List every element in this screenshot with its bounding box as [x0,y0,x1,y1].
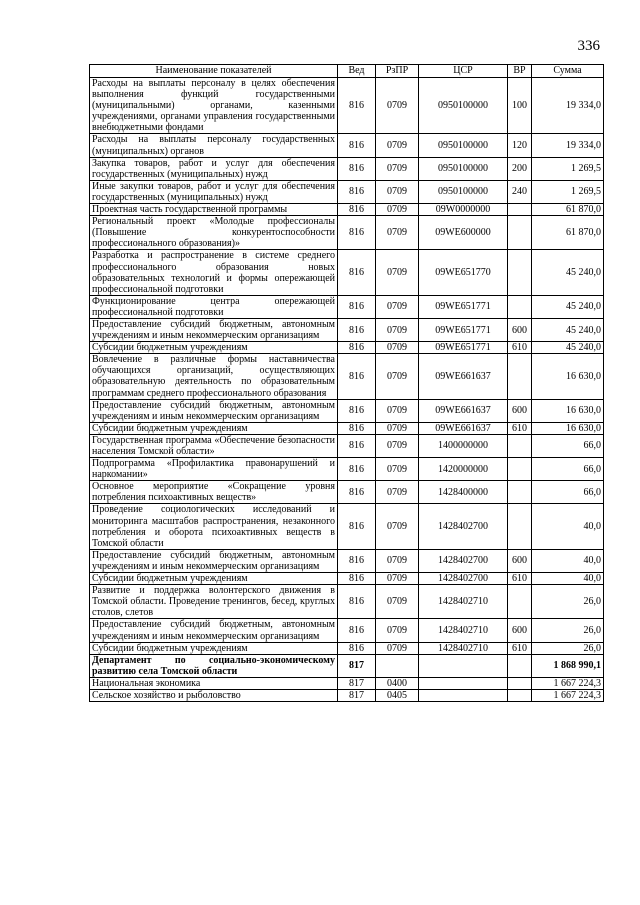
cell-csr: 0950100000 [419,180,508,203]
cell-sum: 61 870,0 [532,204,604,216]
cell-name: Субсидии бюджетным учреждениям [90,422,338,434]
cell-vr: 600 [508,549,532,572]
cell-rzpr: 0709 [376,216,419,250]
cell-name: Национальная экономика [90,677,338,689]
cell-ved: 816 [338,295,376,318]
table-body [90,78,604,702]
cell-name: Предоставление субсидий бюджетным, автономным учреждениям и иным некоммерческим организациям [90,549,338,572]
cell-ved: 816 [338,504,376,549]
cell-name: Подпрограмма «Профилактика правонарушений и наркомании» [90,458,338,481]
header-csr: ЦСР [419,65,508,78]
cell-ved: 816 [338,157,376,180]
page-number: 336 [577,38,600,54]
cell-name: Проектная часть государственной программы [90,204,338,216]
cell-rzpr: 0709 [376,204,419,216]
cell-sum: 1 667 224,3 [532,689,604,701]
table-row [90,549,604,572]
cell-ved: 816 [338,399,376,422]
cell-rzpr: 0709 [376,481,419,504]
cell-ved: 816 [338,342,376,354]
cell-rzpr: 0709 [376,619,419,642]
cell-ved: 817 [338,654,376,677]
cell-vr [508,354,532,399]
cell-sum: 66,0 [532,481,604,504]
cell-ved: 816 [338,204,376,216]
cell-name: Предоставление субсидий бюджетным, автономным учреждениям и иным некоммерческим организациям [90,318,338,341]
cell-vr: 610 [508,642,532,654]
table-row [90,134,604,157]
cell-vr: 600 [508,399,532,422]
table-row [90,295,604,318]
cell-csr [419,654,508,677]
cell-vr [508,295,532,318]
cell-csr [419,677,508,689]
cell-name: Разработка и распространение в системе среднего профессионального образования новых образовательных технологий и формы опережающей профессиональной подготовки [90,250,338,295]
cell-vr [508,434,532,457]
cell-rzpr: 0709 [376,354,419,399]
cell-sum: 1 868 990,1 [532,654,604,677]
cell-sum: 61 870,0 [532,216,604,250]
cell-csr: 0950100000 [419,134,508,157]
cell-ved: 816 [338,549,376,572]
cell-rzpr: 0709 [376,504,419,549]
cell-csr: 09WE651771 [419,295,508,318]
cell-sum: 16 630,0 [532,422,604,434]
cell-rzpr: 0709 [376,78,419,134]
cell-vr [508,481,532,504]
cell-csr: 09W0000000 [419,204,508,216]
table-row [90,677,604,689]
cell-ved: 816 [338,216,376,250]
cell-vr [508,204,532,216]
cell-ved: 816 [338,134,376,157]
cell-name: Субсидии бюджетным учреждениям [90,642,338,654]
cell-rzpr: 0709 [376,549,419,572]
cell-sum: 40,0 [532,504,604,549]
cell-csr: 09WE661637 [419,399,508,422]
cell-csr: 1428400000 [419,481,508,504]
cell-ved: 816 [338,422,376,434]
cell-name: Развитие и поддержка волонтерского движения в Томской области. Проведение тренингов, бесед, круглых столов, слетов [90,585,338,619]
cell-vr [508,585,532,619]
cell-csr: 1428402710 [419,585,508,619]
table-row [90,399,604,422]
cell-name: Субсидии бюджетным учреждениям [90,342,338,354]
table-row [90,573,604,585]
cell-csr: 09WE661637 [419,354,508,399]
cell-name: Государственная программа «Обеспечение безопасности населения Томской области» [90,434,338,457]
cell-rzpr: 0709 [376,458,419,481]
cell-sum: 16 630,0 [532,399,604,422]
cell-rzpr: 0709 [376,434,419,457]
cell-name: Расходы на выплаты персоналу государственных (муниципальных) органов [90,134,338,157]
table-row [90,481,604,504]
cell-sum: 26,0 [532,642,604,654]
table-row [90,619,604,642]
cell-vr [508,504,532,549]
cell-vr: 600 [508,619,532,642]
table-row [90,250,604,295]
cell-ved: 816 [338,354,376,399]
cell-csr: 0950100000 [419,78,508,134]
cell-vr: 200 [508,157,532,180]
cell-vr: 610 [508,573,532,585]
cell-csr: 1428402710 [419,619,508,642]
cell-rzpr [376,654,419,677]
budget-table [89,64,604,702]
cell-sum: 26,0 [532,619,604,642]
cell-name: Предоставление субсидий бюджетным, автономным учреждениям и иным некоммерческим организациям [90,399,338,422]
cell-rzpr: 0709 [376,295,419,318]
cell-sum: 26,0 [532,585,604,619]
cell-name: Вовлечение в различные формы наставничества обучающихся организаций, осуществляющих образовательную деятельность по образовательным программам среднего профессионального образования [90,354,338,399]
cell-vr [508,216,532,250]
cell-ved: 817 [338,689,376,701]
cell-name: Субсидии бюджетным учреждениям [90,573,338,585]
header-name: Наименование показателей [90,65,338,78]
cell-vr [508,458,532,481]
cell-vr: 600 [508,318,532,341]
cell-rzpr: 0709 [376,585,419,619]
cell-rzpr: 0709 [376,134,419,157]
table-row [90,642,604,654]
table-row [90,354,604,399]
cell-csr: 1428402700 [419,549,508,572]
cell-rzpr: 0709 [376,250,419,295]
cell-vr: 610 [508,422,532,434]
cell-csr: 1400000000 [419,434,508,457]
cell-ved: 816 [338,642,376,654]
cell-rzpr: 0709 [376,642,419,654]
cell-rzpr: 0709 [376,399,419,422]
cell-vr [508,654,532,677]
table-row [90,204,604,216]
cell-name: Функционирование центра опережающей профессиональной подготовки [90,295,338,318]
header-rzpr: РзПР [376,65,419,78]
table-row [90,78,604,134]
cell-sum: 40,0 [532,573,604,585]
cell-sum: 16 630,0 [532,354,604,399]
header-ved: Вед [338,65,376,78]
cell-name: Закупка товаров, работ и услуг для обеспечения государственных (муниципальных) нужд [90,157,338,180]
table-row [90,689,604,701]
cell-vr: 610 [508,342,532,354]
cell-name: Сельское хозяйство и рыболовство [90,689,338,701]
cell-ved: 816 [338,573,376,585]
cell-rzpr: 0709 [376,157,419,180]
cell-ved: 816 [338,585,376,619]
table-row [90,434,604,457]
cell-sum: 1 667 224,3 [532,677,604,689]
cell-sum: 40,0 [532,549,604,572]
cell-csr: 09WE600000 [419,216,508,250]
cell-name: Департамент по социально-экономическому развитию села Томской области [90,654,338,677]
table-row [90,458,604,481]
cell-ved: 816 [338,180,376,203]
table-row [90,654,604,677]
cell-csr: 1420000000 [419,458,508,481]
cell-csr: 09WE651770 [419,250,508,295]
cell-csr: 1428402700 [419,573,508,585]
cell-sum: 66,0 [532,434,604,457]
cell-rzpr: 0400 [376,677,419,689]
cell-sum: 45 240,0 [532,342,604,354]
cell-rzpr: 0709 [376,573,419,585]
cell-vr: 240 [508,180,532,203]
table-row [90,216,604,250]
table-row [90,504,604,549]
table-row [90,318,604,341]
cell-rzpr: 0405 [376,689,419,701]
header-sum: Сумма [532,65,604,78]
cell-sum: 45 240,0 [532,250,604,295]
cell-name: Региональный проект «Молодые профессионалы (Повышение конкурентоспособности профессионального образования)» [90,216,338,250]
header-vr: ВР [508,65,532,78]
table-row [90,585,604,619]
cell-vr [508,250,532,295]
cell-sum: 45 240,0 [532,318,604,341]
table-header-row [90,65,604,78]
cell-sum: 66,0 [532,458,604,481]
cell-ved: 816 [338,78,376,134]
cell-name: Проведение социологических исследований и мониторинга масштабов распространения, незаконного потребления и оборота психоактивных веществ в Томской области [90,504,338,549]
cell-sum: 1 269,5 [532,157,604,180]
cell-csr: 1428402710 [419,642,508,654]
cell-sum: 19 334,0 [532,78,604,134]
cell-csr: 09WE651771 [419,342,508,354]
cell-ved: 816 [338,619,376,642]
cell-vr: 120 [508,134,532,157]
cell-sum: 45 240,0 [532,295,604,318]
table-row [90,180,604,203]
cell-csr: 1428402700 [419,504,508,549]
cell-ved: 816 [338,318,376,341]
cell-sum: 1 269,5 [532,180,604,203]
cell-rzpr: 0709 [376,318,419,341]
table-row [90,342,604,354]
cell-name: Расходы на выплаты персоналу в целях обеспечения выполнения функций государственными (муниципальными) органами, казенными учреждениями, органами управления государственными внебюджетными фондами [90,78,338,134]
cell-ved: 816 [338,434,376,457]
cell-csr: 0950100000 [419,157,508,180]
table-row [90,157,604,180]
cell-name: Основное мероприятие «Сокращение уровня потребления психоактивных веществ» [90,481,338,504]
cell-rzpr: 0709 [376,422,419,434]
cell-ved: 816 [338,481,376,504]
cell-rzpr: 0709 [376,342,419,354]
cell-sum: 19 334,0 [532,134,604,157]
cell-vr: 100 [508,78,532,134]
cell-vr [508,689,532,701]
cell-name: Иные закупки товаров, работ и услуг для обеспечения государственных (муниципальных) нужд [90,180,338,203]
cell-csr [419,689,508,701]
cell-csr: 09WE651771 [419,318,508,341]
table-row [90,422,604,434]
cell-rzpr: 0709 [376,180,419,203]
cell-ved: 816 [338,250,376,295]
cell-csr: 09WE661637 [419,422,508,434]
cell-name: Предоставление субсидий бюджетным, автономным учреждениям и иным некоммерческим организациям [90,619,338,642]
cell-ved: 817 [338,677,376,689]
cell-ved: 816 [338,458,376,481]
cell-vr [508,677,532,689]
